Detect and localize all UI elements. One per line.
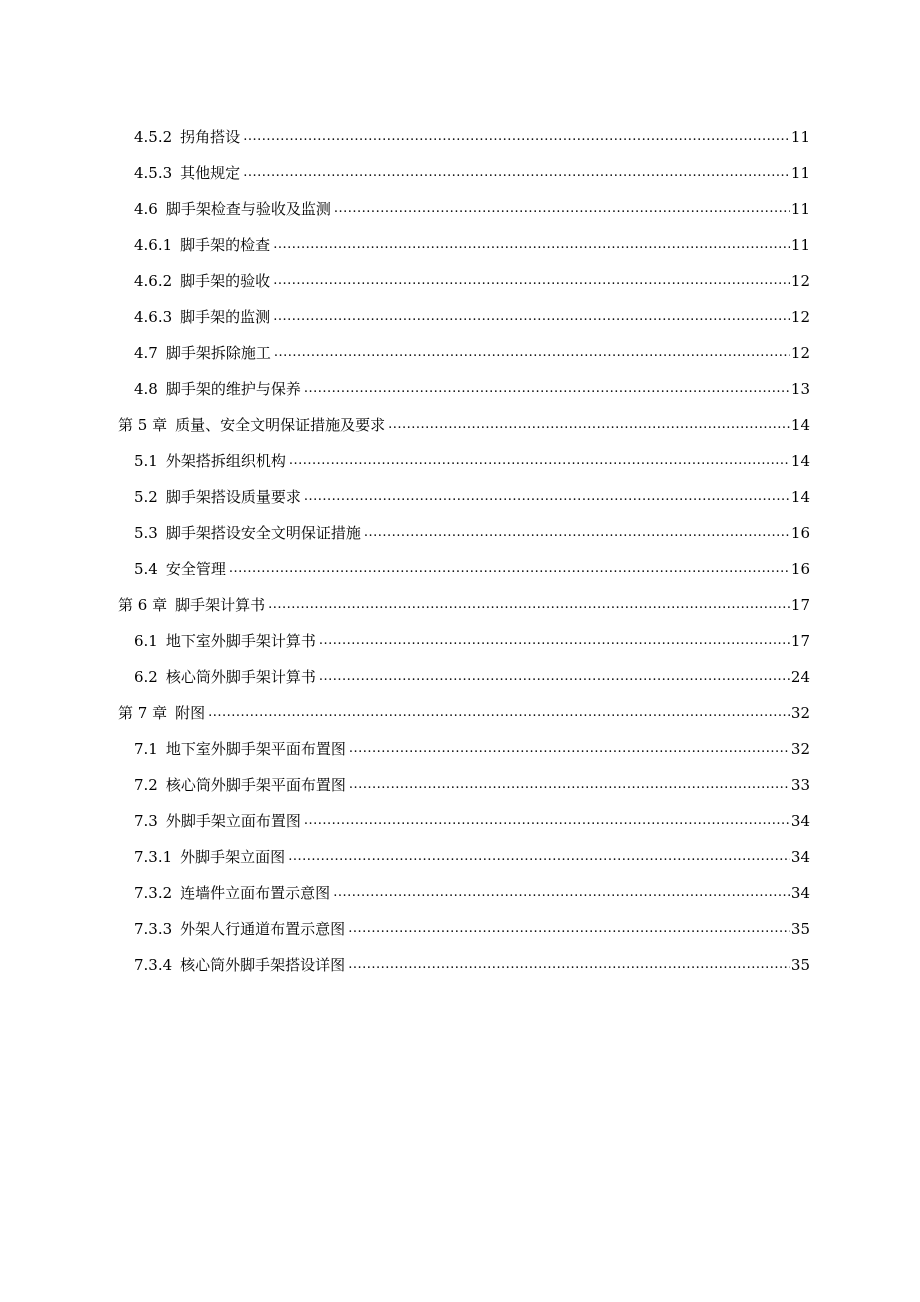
toc-entry-heading	[134, 488, 301, 506]
toc-entry-heading	[134, 308, 270, 326]
toc-entry-title: 质量、安全文明保证措施及要求	[175, 416, 386, 434]
toc-entry[interactable]	[0, 938, 920, 974]
toc-entry-heading	[134, 272, 270, 290]
toc-entry-title: 外脚手架立面布置图	[165, 812, 301, 830]
toc-entry[interactable]	[0, 254, 920, 290]
toc-entry[interactable]	[0, 146, 920, 182]
toc-entry-heading	[134, 848, 285, 866]
toc-entry-page-number: 16	[790, 560, 810, 578]
toc-entry-page-number: 34	[790, 884, 810, 902]
toc-entry-page-number: 32	[790, 740, 810, 758]
toc-entry-title: 脚手架的检查	[180, 236, 271, 254]
toc-entry[interactable]	[0, 686, 920, 722]
toc-entry-number: 7.2	[134, 776, 158, 794]
toc-entry-heading	[134, 668, 316, 686]
toc-dot-leader	[388, 416, 790, 434]
toc-entry-heading	[134, 524, 361, 542]
toc-entry-number: 6.1	[134, 632, 158, 650]
toc-entry-heading	[134, 452, 286, 470]
toc-entry-heading	[134, 200, 331, 218]
toc-entry-number: 5.3	[134, 524, 158, 542]
toc-entry-heading	[134, 164, 240, 182]
toc-entry-page-number: 17	[790, 632, 810, 650]
toc-entry[interactable]	[0, 578, 920, 614]
toc-entry-number: 第 6 章	[118, 596, 168, 614]
toc-entry-title: 脚手架拆除施工	[165, 344, 271, 362]
toc-entry-heading	[134, 740, 346, 758]
toc-entry-number: 4.6.1	[134, 236, 173, 254]
toc-entry[interactable]	[0, 794, 920, 830]
toc-entry-page-number: 34	[790, 812, 810, 830]
toc-entry-heading	[118, 416, 385, 434]
toc-entry[interactable]	[0, 434, 920, 470]
toc-entry[interactable]	[0, 650, 920, 686]
toc-entry-title: 核心筒外脚手架搭设详图	[180, 956, 346, 974]
toc-entry-page-number: 14	[790, 416, 810, 434]
toc-entry-page-number: 16	[790, 524, 810, 542]
toc-entry-page-number: 11	[790, 200, 810, 218]
toc-entry-page-number: 13	[790, 380, 810, 398]
toc-entry-page-number: 11	[790, 164, 810, 182]
table-of-contents	[0, 110, 920, 974]
toc-entry-number: 4.6.2	[134, 272, 173, 290]
toc-entry-number: 4.5.3	[134, 164, 173, 182]
toc-entry[interactable]	[0, 614, 920, 650]
toc-dot-leader	[273, 272, 790, 290]
toc-dot-leader	[349, 776, 790, 794]
toc-entry-number: 4.6.3	[134, 308, 173, 326]
toc-entry-title: 地下室外脚手架计算书	[165, 632, 316, 650]
toc-dot-leader	[333, 884, 790, 902]
toc-entry-page-number: 14	[790, 452, 810, 470]
toc-entry-title: 附图	[175, 704, 206, 722]
toc-dot-leader	[243, 128, 790, 146]
toc-entry-number: 第 7 章	[118, 704, 168, 722]
toc-entry-title: 核心筒外脚手架平面布置图	[165, 776, 346, 794]
toc-entry-heading	[134, 812, 301, 830]
toc-entry[interactable]	[0, 470, 920, 506]
toc-entry-title: 拐角搭设	[180, 128, 241, 146]
toc-dot-leader	[319, 668, 790, 686]
toc-entry-page-number: 12	[790, 344, 810, 362]
toc-entry-page-number: 11	[790, 236, 810, 254]
toc-entry-title: 脚手架的维护与保养	[165, 380, 301, 398]
toc-entry-title: 地下室外脚手架平面布置图	[165, 740, 346, 758]
toc-entry-title: 脚手架的监测	[180, 308, 271, 326]
toc-entry-heading	[134, 380, 301, 398]
toc-dot-leader	[304, 380, 790, 398]
toc-entry-number: 7.3	[134, 812, 158, 830]
toc-entry[interactable]	[0, 182, 920, 218]
toc-entry-number: 4.8	[134, 380, 158, 398]
toc-entry-number: 7.3.4	[134, 956, 173, 974]
toc-entry[interactable]	[0, 902, 920, 938]
toc-dot-leader	[304, 812, 790, 830]
toc-entry-title: 外架人行通道布置示意图	[180, 920, 346, 938]
toc-entry-page-number: 35	[790, 920, 810, 938]
toc-entry-heading	[134, 236, 270, 254]
toc-entry[interactable]	[0, 866, 920, 902]
toc-entry-heading	[134, 884, 330, 902]
toc-dot-leader	[289, 452, 790, 470]
toc-entry-heading	[134, 128, 240, 146]
toc-dot-leader	[229, 560, 790, 578]
toc-entry-number: 5.4	[134, 560, 158, 578]
toc-entry-heading	[134, 344, 271, 362]
toc-entry[interactable]	[0, 326, 920, 362]
toc-entry[interactable]	[0, 398, 920, 434]
toc-dot-leader	[243, 164, 790, 182]
toc-entry-title: 连墙件立面布置示意图	[180, 884, 331, 902]
toc-dot-leader	[304, 488, 790, 506]
toc-entry-page-number: 24	[790, 668, 810, 686]
toc-entry-heading	[118, 704, 205, 722]
toc-entry[interactable]	[0, 218, 920, 254]
toc-entry[interactable]	[0, 362, 920, 398]
toc-entry-title: 外架搭拆组织机构	[165, 452, 286, 470]
toc-entry-page-number: 12	[790, 272, 810, 290]
toc-dot-leader	[364, 524, 790, 542]
toc-entry-number: 7.3.2	[134, 884, 173, 902]
toc-entry-page-number: 32	[790, 704, 810, 722]
toc-entry-heading	[134, 776, 346, 794]
toc-dot-leader	[349, 740, 790, 758]
toc-entry-number: 4.6	[134, 200, 158, 218]
toc-entry[interactable]	[0, 758, 920, 794]
toc-entry-page-number: 35	[790, 956, 810, 974]
toc-entry-page-number: 12	[790, 308, 810, 326]
toc-entry[interactable]	[0, 830, 920, 866]
toc-entry-page-number: 34	[790, 848, 810, 866]
toc-entry-number: 5.2	[134, 488, 158, 506]
toc-entry-title: 脚手架计算书	[175, 596, 266, 614]
toc-entry-number: 7.3.3	[134, 920, 173, 938]
toc-entry-heading	[134, 956, 345, 974]
toc-entry-page-number: 14	[790, 488, 810, 506]
toc-entry-title: 其他规定	[180, 164, 241, 182]
toc-entry-page-number: 33	[790, 776, 810, 794]
toc-entry-title: 脚手架检查与验收及监测	[165, 200, 331, 218]
toc-entry-heading	[118, 596, 265, 614]
toc-dot-leader	[288, 848, 790, 866]
toc-entry[interactable]	[0, 506, 920, 542]
toc-entry[interactable]	[0, 722, 920, 758]
toc-entry-title: 核心筒外脚手架计算书	[165, 668, 316, 686]
toc-entry-number: 第 5 章	[118, 416, 168, 434]
toc-entry-title: 脚手架搭设安全文明保证措施	[165, 524, 361, 542]
toc-dot-leader	[348, 956, 790, 974]
toc-dot-leader	[319, 632, 790, 650]
toc-entry-title: 脚手架搭设质量要求	[165, 488, 301, 506]
toc-dot-leader	[334, 200, 790, 218]
toc-entry-title: 外脚手架立面图	[180, 848, 286, 866]
toc-entry-number: 6.2	[134, 668, 158, 686]
toc-dot-leader	[268, 596, 790, 614]
toc-entry-heading	[134, 632, 316, 650]
toc-entry-heading	[134, 560, 226, 578]
toc-entry-number: 4.7	[134, 344, 158, 362]
toc-dot-leader	[208, 704, 790, 722]
toc-dot-leader	[273, 308, 790, 326]
toc-entry-page-number: 17	[790, 596, 810, 614]
toc-dot-leader	[348, 920, 790, 938]
toc-entry-number: 7.1	[134, 740, 158, 758]
toc-entry[interactable]	[0, 542, 920, 578]
toc-entry-number: 7.3.1	[134, 848, 173, 866]
toc-dot-leader	[273, 236, 790, 254]
toc-entry-title: 安全管理	[165, 560, 226, 578]
toc-entry-number: 5.1	[134, 452, 158, 470]
toc-entry[interactable]	[0, 290, 920, 326]
toc-dot-leader	[274, 344, 790, 362]
toc-entry-page-number: 11	[790, 128, 810, 146]
toc-entry-number: 4.5.2	[134, 128, 173, 146]
toc-entry[interactable]	[0, 110, 920, 146]
toc-entry-title: 脚手架的验收	[180, 272, 271, 290]
toc-entry-heading	[134, 920, 345, 938]
